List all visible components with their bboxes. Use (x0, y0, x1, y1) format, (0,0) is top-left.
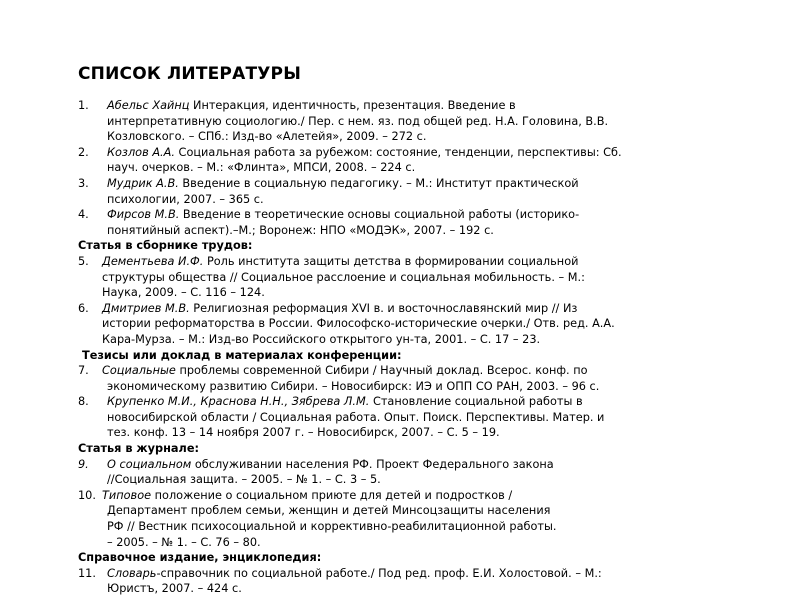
list-item: 2. Козлов А.А. Социальная работа за рубежом: состояние, тенденции, перспективы: Сб. науч. очерков. – М.: «Флинта», МПСИ, 2008. – 224 с. (78, 145, 622, 175)
section-heading-collections: Статья в сборнике трудов: (78, 239, 253, 253)
section-heading-journal: Статья в журнале: (78, 442, 199, 456)
item-number: 9. (78, 457, 89, 471)
item-number: 3. (78, 176, 89, 190)
item-author: Мудрик А.В. (107, 176, 179, 190)
item-author: Дмитриев М.В. (102, 301, 190, 315)
item-author: Козлов А.А. (107, 145, 175, 159)
item-number: 8. (78, 395, 89, 409)
item-number: 1. (78, 99, 89, 112)
page-title: СПИСОК ЛИТЕРАТУРЫ (78, 64, 302, 84)
list-item: 1. Абельс Хайнц Интеракция, идентичность, презентация. Введение в интерпретативную социологию./ Пер. с нем. яз. под общей ред. Н.А. Головина, В.В. Козловского. – СПб.: Изд-во «Алетейя», 2009. – 272 с. (78, 99, 609, 144)
item-number: 7. (78, 364, 89, 378)
list-item: 7. Социальные проблемы современной Сибири / Научный доклад. Всерос. конф. по экономическому развитию Сибири. – Новосибирск: ИЭ и ОПП СО РАН, 2003. – 96 с. (78, 364, 600, 393)
item-number: 11. (78, 566, 96, 580)
item-author: Социальные (102, 364, 176, 378)
section-heading-reference: Справочное издание, энциклопедия: (78, 551, 322, 565)
item-author: Типовое (102, 488, 152, 502)
list-item: 5. Дементьева И.Ф. Роль института защиты детства в формировании социальной структуры общества // Социальное расслоение и социальная мобильность. – М.: Наука, 2009. – С. 116 – 124. (78, 254, 585, 300)
list-item: 8. Крупенко М.И., Краснова Н.Н., Зябрева Л.М. Становление социальной работы в новосибирской области / Социальная работа. Опыт. Поиск. Перспективы. Матер. и тез. конф. 13 – 14 ноября 2007 г. – Новосибирск, 2007. – С. 5 – 19. (78, 395, 605, 440)
item-number: 4. (78, 208, 89, 222)
list-item: 6. Дмитриев М.В. Религиозная реформация XVI в. и восточнославянский мир // Из истории реформаторства в России. Философско-исторические очерки./ Отв. ред. А.А. Кара-Мурза. – М.: Изд-во Российского открытого ун-та, 2001. – С. 17 – 23. (78, 301, 615, 346)
section-heading-conference: Тезисы или доклад в материалах конференции: (82, 348, 402, 362)
item-author: Дементьева И.Ф. (102, 254, 204, 268)
item-author: Фирсов М.В. (107, 208, 180, 222)
item-number: 2. (78, 145, 89, 159)
list-item: 9. О социальном обслуживании населения РФ. Проект Федерального закона //Социальная защита. – 2005. – № 1. – С. 3 – 5. (78, 457, 554, 487)
list-item: 3. Мудрик А.В. Введение в социальную педагогику. – М.: Институт практической психологии, 2007. – 365 с. (78, 176, 579, 206)
list-item: 4. Фирсов М.В. Введение в теоретические основы социальной работы (историко- понятийный аспект).–М.; Воронеж: НПО «МОДЭК», 2007. – 192 с. (78, 208, 580, 237)
bibliography (78, 98, 718, 597)
item-number: 10. (78, 488, 96, 502)
item-author: О социальном (107, 457, 192, 471)
item-number: 6. (78, 301, 89, 315)
item-author: Крупенко М.И., Краснова Н.Н., Зябрева Л.М. (107, 395, 370, 409)
item-author: Абельс Хайнц (107, 99, 190, 112)
list-item: 10. Типовое положение о социальном приюте для детей и подростков / Департамент проблем семьи, женщин и детей Минсоцзащиты населения РФ // Вестник психосоциальной и коррективно-реабилитационной работы. – 2005. – № 1. – С. 76 – 80. (78, 488, 557, 549)
list-item: 11. Словарь-справочник по социальной работе./ Под ред. проф. Е.И. Холостовой. – М.: Юристъ, 2007. – 424 с. (78, 566, 602, 596)
item-number: 5. (78, 254, 89, 268)
item-author: Словарь (107, 566, 157, 580)
